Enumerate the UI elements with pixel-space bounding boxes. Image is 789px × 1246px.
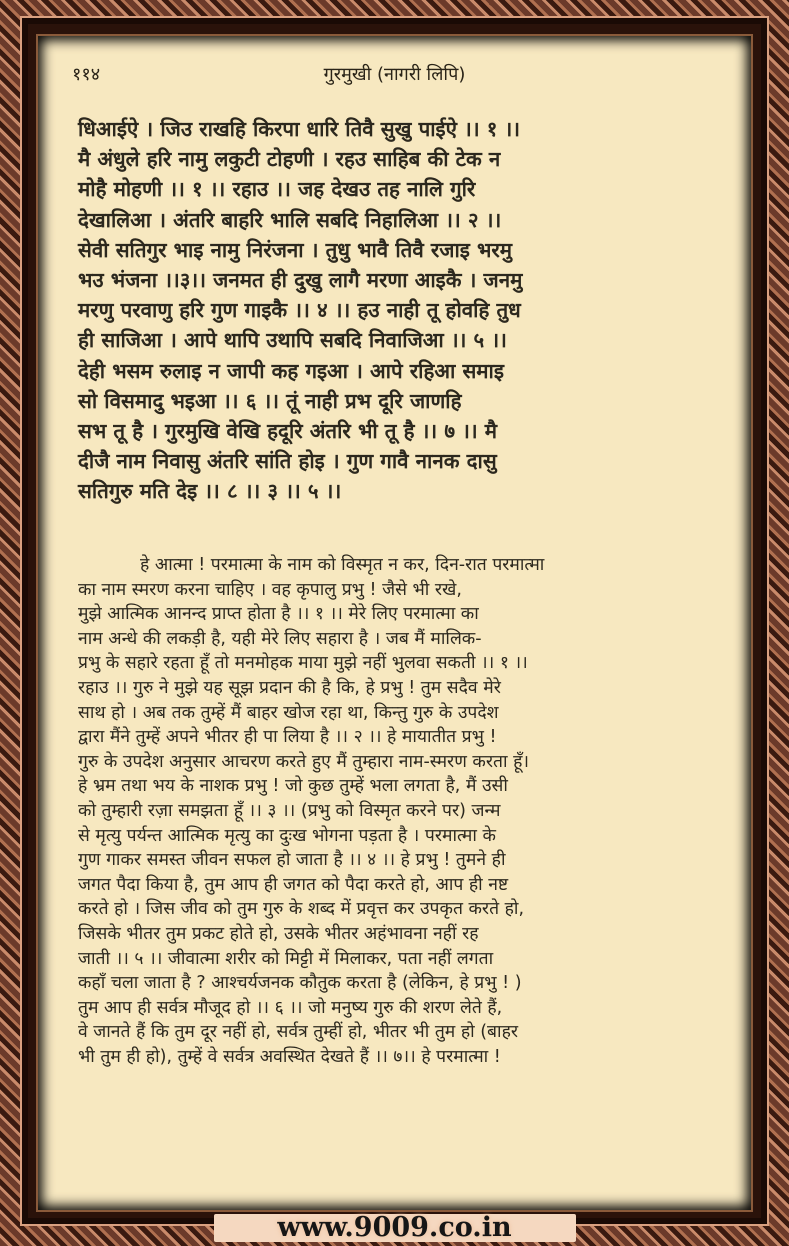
scripture-line: मरणु परवाणु हरि गुण गाइकै ।। ४ ।। हउ नाही तू होवहि तुध [78, 298, 521, 323]
translation-line: हे भ्रम तथा भय के नाशक प्रभु ! जो कुछ तुम्हें भला लगता है, मैं उसी [78, 776, 508, 797]
translation-line: नाम अन्धे की लकड़ी है, यही मेरे लिए सहारा है । जब मैं मालिक- [78, 628, 482, 649]
translation-line: जगत पैदा किया है, तुम आप ही जगत को पैदा करते हो, आप ही नष्ट [78, 874, 509, 895]
scripture-line: दीजै नाम निवासु अंतरि सांति होइ । गुण गावै नानक दासु [78, 449, 497, 474]
translation-block [78, 553, 728, 1069]
translation-line: तुम आप ही सर्वत्र मौजूद हो ।। ६ ।। जो मनुष्य गुरु की शरण लेते हैं, [78, 997, 503, 1018]
translation-line: जाती ।। ५ ।। जीवात्मा शरीर को मिट्टी में मिलाकर, पता नहीं लगता [78, 948, 494, 969]
scripture-line: सो विसमादु भइआ ।। ६ ।। तूं नाही प्रभ दूरि जाणहि [78, 388, 462, 413]
scripture-line: मोहै मोहणी ।। १ ।। रहाउ ।। जह देखउ तह नालि गुरि [78, 177, 476, 202]
translation-line: भी तुम ही हो), तुम्हें वे सर्वत्र अवस्थित देखते हैं ।। ७।। हे परमात्मा ! [78, 1046, 501, 1067]
translation-line: जिसके भीतर तुम प्रकट होते हो, उसके भीतर अहंभावना नहीं रह [78, 923, 479, 944]
translation-line: का नाम स्मरण करना चाहिए । वह कृपालु प्रभु ! जैसे भी रखे, [78, 579, 462, 600]
translation-line: रहाउ ।। गुरु ने मुझे यह सूझ प्रदान की है कि, हे प्रभु ! तुम सदैव मेरे [78, 677, 501, 698]
translation-line: द्वारा मैंने तुम्हें अपने भीतर ही पा लिया है ।। २ ।। हे मायातीत प्रभु ! [78, 727, 497, 748]
translation-line: से मृत्यु पर्यन्त आत्मिक मृत्यु का दुःख भोगना पड़ता है । परमात्मा के [78, 825, 496, 846]
translation-line: को तुम्हारी रज़ा समझता हूँ ।। ३ ।। (प्रभु को विस्मृत करने पर) जन्म [78, 800, 501, 821]
scripture-line: ही साजिआ । आपे थापि उथापि सबदि निवाजिआ ।। ५ ।। [78, 328, 507, 353]
book-page [38, 36, 751, 1210]
scripture-line: भउ भंजना ।।३।। जनमत ही दुखु लागै मरणा आइकै । जनमु [78, 267, 523, 292]
page-number: ११४ [72, 64, 101, 85]
scripture-line: मै अंधुले हरि नामु लकुटी टोहणी । रहउ साहिब की टेक न [78, 147, 501, 172]
scripture-line: धिआईऐ । जिउ राखहि किरपा धारि तिवै सुखु पाईऐ ।। १ ।। [78, 117, 521, 141]
translation-line: मुझे आत्मिक आनन्द प्राप्त होता है ।। १ ।। मेरे लिए परमात्मा का [78, 604, 479, 625]
page-header [38, 62, 751, 92]
scripture-line: सभ तू है । गुरमुखि वेखि हदूरि अंतरि भी तू है ।। ७ ।। मै [78, 418, 498, 443]
translation-line: गुरु के उपदेश अनुसार आचरण करते हुए मैं तुम्हारा नाम-स्मरण करता हूँ। [78, 751, 529, 772]
scripture-line: देही भसम रुलाइ न जापी कह गइआ । आपे रहिआ समाइ [78, 358, 504, 383]
scripture-line: सतिगुरु मति देइ ।। ८ ।। ३ ।। ५ ।। [78, 479, 342, 504]
translation-line: वे जानते हैं कि तुम दूर नहीं हो, सर्वत्र तुम्हीं हो, भीतर भी तुम हो (बाहर [78, 1022, 519, 1043]
running-title: गुरमुखी (नागरी लिपि) [323, 64, 466, 85]
translation-line: कहाँ चला जाता है ? आश्चर्यजनक कौतुक करता है (लेकिन, हे प्रभु ! ) [78, 973, 522, 994]
translation-line: साथ हो । अब तक तुम्हें मैं बाहर खोज रहा था, किन्तु गुरु के उपदेश [78, 702, 499, 723]
scripture-line: देखालिआ । अंतरि बाहरि भालि सबदि निहालिआ ।। २ ।। [78, 207, 502, 232]
scripture-line: सेवी सतिगुर भाइ नामु निरंजना । तुधु भावै तिवै रजाइ भरमु [78, 237, 513, 262]
translation-line: प्रभु के सहारे रहता हूँ तो मनमोहक माया मुझे नहीं भुलवा सकती ।। १ ।। [78, 653, 528, 674]
translation-line: गुण गाकर समस्त जीवन सफल हो जाता है ।। ४ ।। हे प्रभु ! तुमने ही [78, 850, 506, 871]
website-url[interactable]: www.9009.co.in [277, 1212, 512, 1243]
translation-line: हे आत्मा ! परमात्मा के नाम को विस्मृत न कर, दिन-रात परमात्मा [140, 555, 545, 575]
translation-line: करते हो । जिस जीव को तुम गुरु के शब्द में प्रवृत्त कर उपकृत करते हो, [78, 899, 525, 920]
scripture-block [78, 114, 723, 506]
